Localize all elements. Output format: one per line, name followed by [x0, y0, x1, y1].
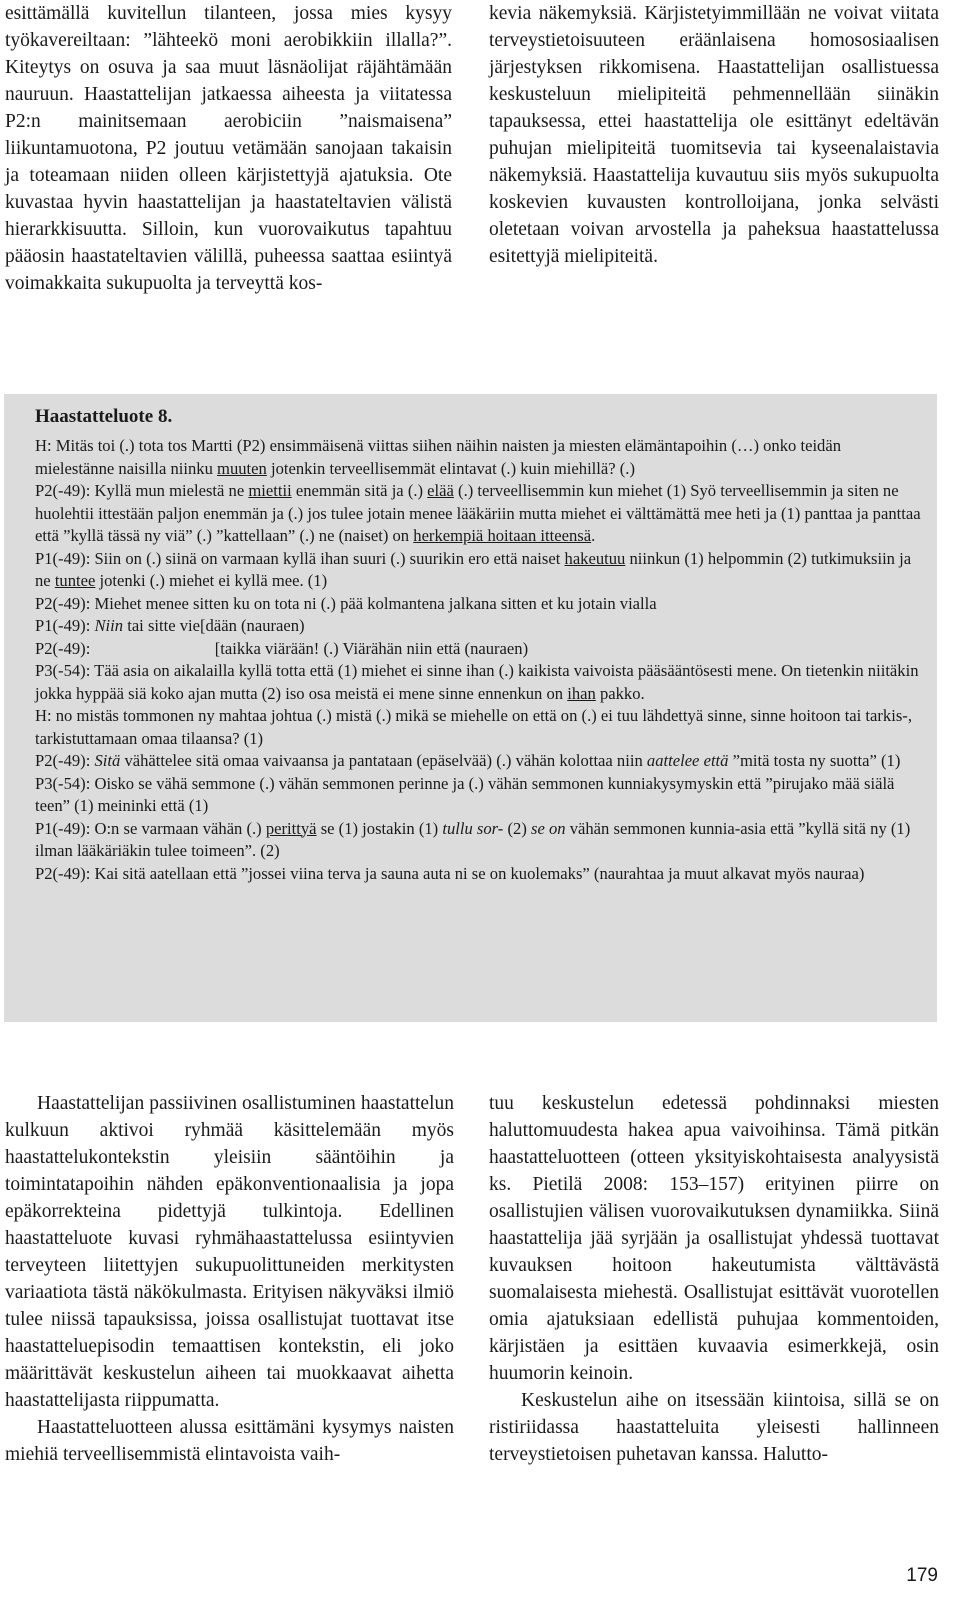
excerpt-transcript	[35, 435, 925, 885]
paragraph: tuu keskustelun edetessä pohdinnaksi miesten haluttomuudesta hakea apua vaivoihinsa. Tämä pitkän haastatteluotteen (otteen yksityiskohtaisesta analyysistä ks. Pietilä 2008: 153–157) erityinen piirre on osallistujien välisen vuorovaikutuksen dynamiikka. Siinä haastattelija jää syrjään ja osallistujat yhdessä tuottavat kuvauksen hoitoon hakeutumista välttävästä suomalaisesta miehestä. Osallistujat esittävät vuorotellen omia ajatuksiaan edellistä puhujaa kommentoiden, kärjistäen ja esittäen kuvaavia esimerkkejä, osin huumorin keinoin.	[489, 1093, 939, 1384]
transcript-line: P2(-49): Miehet menee sitten ku on tota ni (.) pää kolmantena jalkana sitten et ku jotain vialla	[35, 593, 657, 613]
transcript-line: P3(-54): Tää asia on aikalailla kyllä totta että (1) miehet ei sinne ihan (.) kaikista vaivoista pääsääntösesti mene. On tietenkin niitäkin jokka hyppää siä koko ajan mutta (2) iso osa meistä ei mene sinne ennenkun on ihan pakko.	[35, 661, 923, 703]
transcript-line: P1(-49): O:n se varmaan vähän (.) perittyä se (1) jostakin (1) tullu sor- (2) se on vähän semmonen kunnia-asia että ”kyllä sitä ny (1) ilman lääkäriäkin tulee toimeen”. (2)	[35, 818, 915, 860]
paragraph: Keskustelun aihe on itsessään kiintoisa, sillä se on ristiriidassa haastatteluita yleisesti hallinneen terveystietoisen puhetavan kanssa. Halutto-	[489, 1390, 939, 1465]
excerpt-title: Haastatteluote 8.	[35, 406, 173, 427]
body-column-bottom-right	[489, 1090, 939, 1468]
paragraph: Haastattelijan passiivinen osallistuminen haastattelun kulkuun aktivoi ryhmää käsittelemään myös haastattelukontekstin yleisiin sääntöihin ja toimintatapoihin nähden epäkonventionaalisia ja jopa epäkorrekteina pidettyjä tulkintoja. Edellinen haastatteluote kuvasi ryhmähaastattelussa esiintyvien terveyteen liitettyjen sukupuolittuneiden merkitysten variaatiota tästä näkökulmasta. Erityisen näkyväksi ilmiö tulee niissä tapauksissa, joissa osallistujat tuottavat itse haastatteluepisodin temaattisen kontekstin, eli joko määrittävät keskustelun aiheen tai muokkaavat aihetta haastattelijasta riippumatta.	[5, 1093, 454, 1411]
paragraph: kevia näkemyksiä. Kärjistetyimmillään ne voivat viitata terveystietoisuuteen eräänlaisena homososiaalisen järjestyksen rikkomisena. Haastattelijan osallistuessa keskusteluun mielipiteitä pehmennellään siinäkin tapauksessa, ettei haastattelija ole esittänyt edeltävän puhujan mielipiteitä tuomitsevia tai kyseenalaistavia näkemyksiä. Haastattelija kuvautuu siis myös sukupuolta koskevien kuvausten kontrolloijana, jonka selvästi oletetaan voivan arvostella ja paheksua haastattelussa esitettyjä mielipiteitä.	[489, 3, 939, 267]
transcript-line: P2(-49): Sitä vähättelee sitä omaa vaivaansa ja pantataan (epäselvää) (.) vähän kolottaa niin aattelee että ”mitä tosta ny suotta” (1)	[35, 751, 901, 770]
body-column-top-right	[489, 0, 939, 270]
interview-excerpt-box	[4, 394, 937, 1022]
transcript-line: P1(-49): Niin tai sitte vie[dään (nauraen)	[35, 616, 305, 635]
transcript-line: P2(-49): Kai sitä aatellaan että ”jossei viina terva ja sauna auta ni se on kuolemaks” (naurahtaa ja muut alkavat myös nauraa)	[35, 863, 865, 883]
paragraph: Haastatteluotteen alussa esittämäni kysymys naisten miehiä terveellisemmistä elintavoista vaih-	[5, 1417, 454, 1465]
transcript-line: P2(-49): [taikka viärään! (.) Viärähän niin että (nauraen)	[35, 638, 529, 658]
page-number: 179	[906, 1565, 938, 1586]
transcript-line: P1(-49): Siin on (.) siinä on varmaan kyllä ihan suuri (.) suurikin ero että naiset hakeutuu niinkun (1) helpommin (2) tutkimuksiin ja ne tuntee jotenki (.) miehet ei kyllä mee. (1)	[35, 548, 916, 590]
body-column-top-left	[5, 0, 452, 297]
body-column-bottom-left	[5, 1090, 454, 1468]
transcript-line: P3(-54): Oisko se vähä semmone (.) vähän semmonen perinne ja (.) vähän semmonen kunniakysymyskin että ”pirujako mää siälä teen” (1) meininki että (1)	[35, 773, 899, 815]
transcript-line: H: no mistäs tommonen ny mahtaa johtua (.) mistä (.) mikä se miehelle on että on (.) ei tuu lähdettyä sinne, sinne hoitoon tai tarkis-, tarkistuttamaan omaa tilaansa? (1)	[35, 706, 917, 748]
transcript-line: P2(-49): Kyllä mun mielestä ne miettii enemmän sitä ja (.) elää (.) terveellisemmin kun miehet (1) Syö terveellisemmin ja siten ne huolehtii ittestään paljon enemmän ja (.) jos tulee jotain menee lääkäriin mutta miehet ei välttämättä mee heti ja (1) panttaa ja panttaa että ”kyllä tässä ny viä” (.) ”kattellaan” (.) ne (naiset) on herkempiä hoitaan itteensä.	[35, 481, 925, 545]
paragraph: esittämällä kuvitellun tilanteen, jossa mies kysyy työkavereiltaan: ”lähteekö moni aerobikkiin illalla?”. Kiteytys on osuva ja saa muut läsnäolijat räjähtämään nauruun. Haastattelijan jatkaessa aiheesta ja viitatessa P2:n mainitsemaan aerobiciin ”naismaisena” liikuntamuotona, P2 joutuu vetämään sanojaan takaisin ja toteamaan niiden olleen kärjistettyjä ajatuksia. Ote kuvastaa hyvin haastattelijan ja haastateltavien välistä hierarkkisuutta. Silloin, kun vuorovaikutus tapahtuu pääosin haastateltavien välillä, puheessa saattaa esiintyä voimakkaita sukupuolta ja terveyttä kos-	[5, 3, 452, 294]
transcript-line: H: Mitäs toi (.) tota tos Martti (P2) ensimmäisenä viittas siihen näihin naisten ja miesten elämäntapoihin (…) onko teidän mielestänne naisilla niinku muuten jotenkin terveellisemmät elintavat (.) kuin miehillä? (.)	[35, 436, 846, 478]
